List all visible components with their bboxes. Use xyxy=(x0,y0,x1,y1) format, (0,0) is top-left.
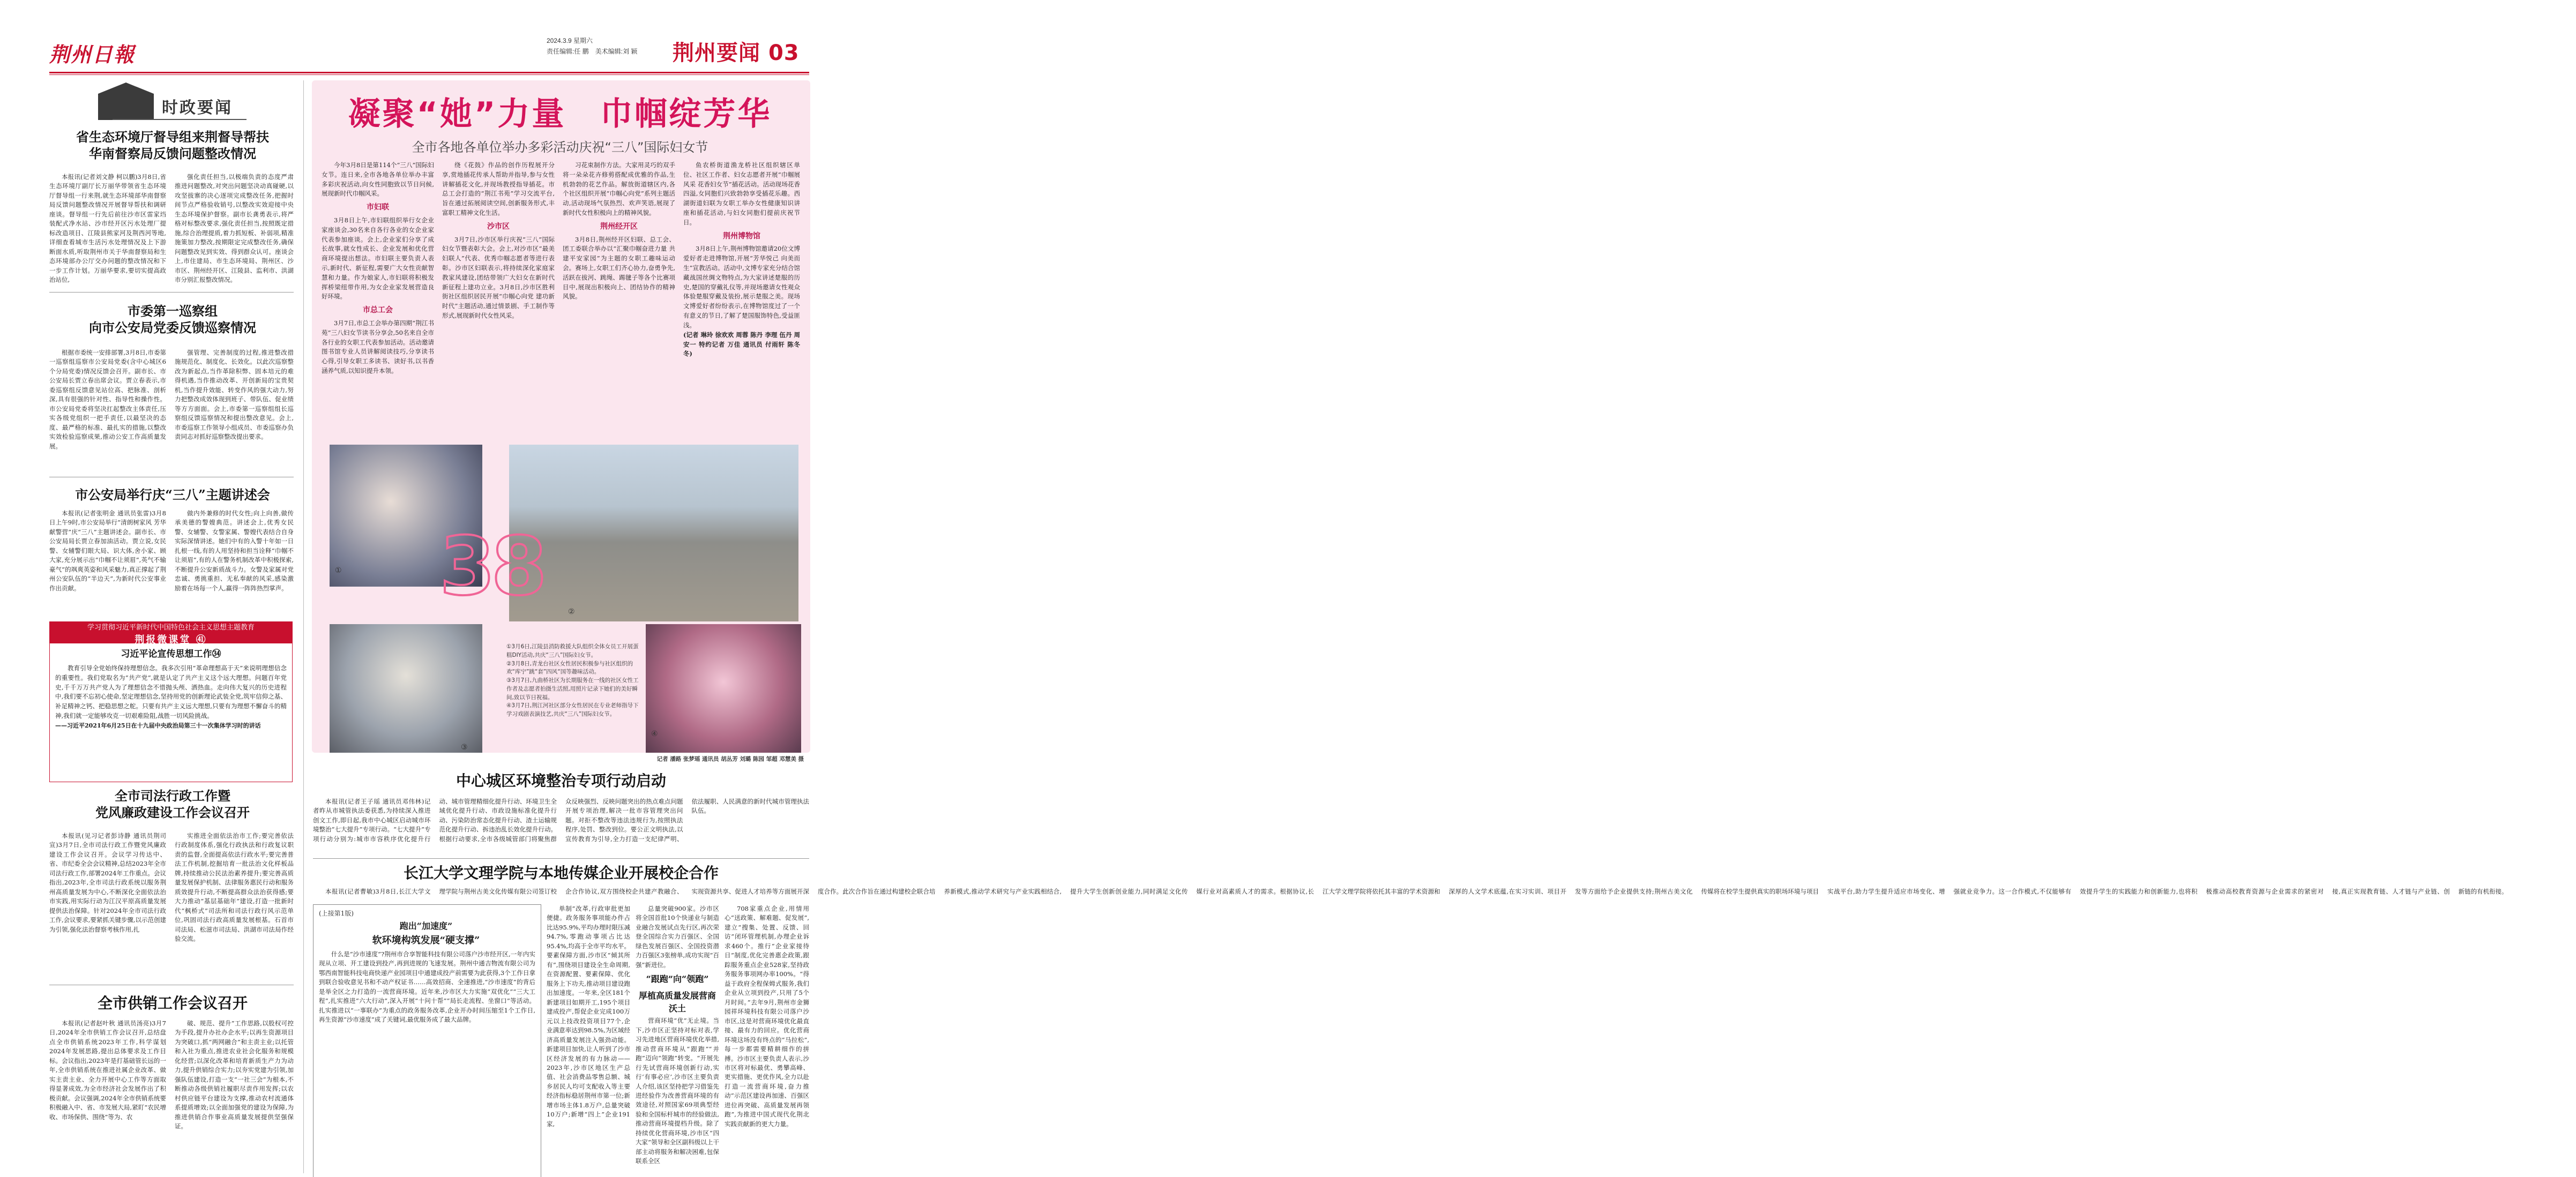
photo-2 xyxy=(509,445,798,621)
continued-col-2: 单制”改革,行政审批更加便捷。政务服务事项能办件占比达95.9%,平均办理时限压减94.7%,零跑动事项占比达95.4%,均高于全市平均水平。要素保障方面,沙市区“倾其所有”,围绕项目建设全生命周期,在资源配置、要素保障、优化服务上下功夫,推动项目建设跑出加速度。一年来,全区181个新建项目如期开工,195个项目建成投产,帮促企业完成100万元以上技改投资项目77个,企业满意率达到98.5%,为区域经济高质量发展注入强劲动能。新建项目加快,让人听到了沙市区经济发展的有力脉动——2023年,沙市区地区生产总值、社会消费品零售总额、城乡居民人均可支配收入等主要经济指标稳居荆州市第一位;新增市场主体1.8万户,总量突破10万户;新增“四上”企业191家, xyxy=(547,905,630,1128)
continued-headline: 软环境构筑发展“硬支撑” xyxy=(372,935,480,946)
feature-headline: 凝聚“她”力量 巾帼绽芳华 xyxy=(348,95,772,133)
column-divider xyxy=(303,80,304,1173)
page-number: 03 xyxy=(768,41,800,65)
header-rule xyxy=(49,72,809,73)
continued-col-1: 什么是“沙市速度”?荆州市合享智能科技有限公司落户沙市经开区,一年内实现从立项、开工建设到投产,再到进规的飞速发展。荆州中通吉物流有限公司为鄂西南智能科技电商快递产业园项目中通建成投产前需要为此获得,3个工作日拿到联合验收意见书和不动产权证书……高效招商、全速推进,“沙市速度”的背后是举全区之力打造的一流营商环境。近年来,沙市区大力实施“双优化”“三大工程”,扎实推进“六大行动”,深入开展“十问十帮”“局长走流程、坐窗口”等活动。扎实推进以“一事联办”为重点的政务服务改革,企业开办时间压缩至1个工作日,再生资源“沙市速度”成了关键词,最优服务成了最大品牌。 xyxy=(319,950,535,1024)
photo-number: ③ xyxy=(461,743,468,752)
article-2-col-2: 强管理、完善制度的过程,推进整改措施规范化、制度化、长效化。以此次巡察整改为新起点,当作革除积弊、固本培元的难得机遇,当作推动改革、开创新局的宝贵契机,当作提升效能、转变作风的强大动力,努力把整改成效体现到班子、带队伍、促业绩等方方面面。会上,市委第一巡察组组长巡察组反馈巡察情况和提出整改意见。会上,市委巡察工作领导小组成员、市委巡察办负责同志对抓好巡察整改提出要求。 xyxy=(175,349,294,441)
article-3-col-2: 做内外兼修的时代女性;向上向善,做传承美德的警嫂典范。讲述会上,优秀女民警、女辅警、女警家属、警嫂代表结合自身实际深情讲述。她们中有的入警十年如一日扎根一线,有的人用坚持和担当诠释“巾帼不让须眉”,有的人在警务机制改革中积极探索,不断提升公安新质战斗力。女警及家属对党忠诚、勇挑重担、无私奉献的风采,感染激励着在场每一个人,赢得一阵阵热烈掌声。 xyxy=(175,509,294,592)
study-body: 教育引导全党始终保持理想信念。我多次引用“革命理想高于天”来说明理想信念的重要性。我们党取名为“共产党”,就是认定了共产主义这个远大理想。问题百年党史,千千万万共产党人为了理想信念不惜抛头颅、洒热血。走向伟大复兴的历史进程中,我们要不忘初心使命,坚定理想信念,坚持用党的创新理论武装全党,筑牢信仰之基、补足精神之钙、把稳思想之舵。只要有共产主义远大理想,只要有为理想不懈奋斗的精神,我们就一定能够攻克一切艰难险阻,战胜一切风险挑战。 ——习近平2021年6月25日在十九届中央政治局第三十一次集体学习时的讲话 xyxy=(55,664,287,776)
feature-col-3: 习花束制作方法。大家用灵巧的双手将一朵朵花卉修剪搭配成优雅的作品,生机勃勃的花艺作品。解放街道辖区内,各个社区组织开展“巾帼心向党”系列主题活动,活动现场气氛热烈、欢声笑语,展现了新时代女性积极向上的精神风貌。 荆州经开区 3月8日,荆州经开区妇联、总工会、团工委联合举办以“汇聚巾帼奋进力量 共建平安家园”为主题的女职工趣味运动会。赛场上,女职工们齐心协力,奋勇争先,活跃在拔河、跳绳、踢毽子等各个比赛项目中,展现出积极向上、团结协作的精神风貌。 xyxy=(563,161,675,301)
article-7-col-1: 本报讯(记者赵叶秋 通讯员汤亮)3月7日,2024年全市供销工作会议召开,总结盘点全市供销系统2023年工作,科学谋划2024年发展思路,提出总体要求及工作目标。会议指出,2023年是打基础管长远的一年,全市供销系统在推进社属企业改革、做实主责主业、全力开展中心工作等方面取得显著成效,为全市经济社会发展作出了积极贡献。会议强调,2024年全市供销系统要积极融入中、省、市发展大局,紧盯“农民增收、市场保供、围绕”等为、农 xyxy=(49,1019,166,1121)
continued-marker: (上接第1版) xyxy=(319,910,354,917)
study-title: 习近平论宣传思想工作㉞ xyxy=(121,649,221,659)
continued-col-4: 708家重点企业,用情用心“送政策、解难题、促发展”,建立“搜集、处置、反馈、回访”闭环管理机制,办理企业诉求460个。推行“企业家接待日”制度,优化完善惠企政策,跟踪服务重点企业528家,坚持政务服务事项网办率100%。“得益于政府全程保姆式服务,我们企业从立项到投产,只用了5个月时间。”去年9月,荆州市金狮园祥环境科技有限公司落户沙市区,这是对营商环境优化最直接、最有力的回应。优化营商环境这场没有终点的“马拉松”,每一步都需要精耕细作的拼搏。沙市区主要负责人表示,沙市区将对标最优、勇攀高峰、更实措施、更优作风,全力以赴打造一流营商环境,奋力推动“示范区建设再加速、百强区进位再突破、高质量发展再领跑”,为推进中国式现代化荆北实践贡献新的更大力量。 xyxy=(725,905,809,1128)
continued-subhead-2: 厚植高质量发展营商沃土 xyxy=(638,990,716,1014)
article-4-headline: 中心城区环境整治专项行动启动 xyxy=(456,772,666,790)
article-7-headline: 全市供销工作会议召开 xyxy=(97,994,248,1012)
article-2-headline: 市委第一巡察组 向市公安局党委反馈巡察情况 xyxy=(89,303,256,336)
article-3-col-1: 本报讯(记者张明金 通讯员张雷)3月8日上午9时,市公安局举行“清朗树家风 芳华献警营”庆“三八”主题讲述会。副市长、市公安局局长贾立春加油活动。贾立说,女民警、女辅警们眼大局、识大体,舍小家、顾大家,充分展示出“巾帼不让须眉”,英气不输豪气”的飒爽英姿和风采魅力,真正撑起了荆州公安队伍的“半边天”,为新时代公安事业作出贡献。 xyxy=(49,509,166,592)
divider xyxy=(313,858,809,859)
article-1-col-1: 本报讯(记者刘文静 柯以鹏)3月8日,省生态环境厅副厅长万丽华带领省生态环境厅督导组一行来荆,就生态环境部华南督察局反馈问题整改情况开展督导帮扶和调研座谈。督导组一行先后前往沙市区雷家垱装配式净水站、沙市经开区污水处理厂提标改造项目、江陵县熊家河及荆西河等地,详细查看城市生活污水处理情况及上下游断面水质,听取荆州市关于华南督察局和生态环境部办公厅交办问题的整改情况和下一步工作计划。万丽华要求,要切实提高政治站位, xyxy=(49,173,166,284)
continued-kicker: 跑出“加速度” xyxy=(399,921,453,931)
photo-credit: 记者 潘路 张梦瑶 通讯员 胡丛芳 刘璐 陈园 邹超 邓慧美 摄 xyxy=(656,756,804,762)
column-header-text: 时政要闻 xyxy=(162,99,233,117)
article-2-col-1: 根据市委统一安排部署,3月8日,市委第一巡察组巡察市公安局党委(含中心城区6个分局党委)情况反馈会召开。副市长、市公安局长贾立春出席会议。贾立春表示,市委巡察组反馈意见站位高、把脉准、剖析深,具有很强的针对性、指导性和操作性。市公安局党委将坚决扛起整改主体责任,压实各级党组织一把手责任,以最坚决的态度、最严格的标准、最扎实的措施,以整改实效检验巡察成果,推动公安工作高质量发展。 xyxy=(49,349,166,450)
article-6-col-1: 本报讯(见习记者彭诗静 通讯员荆司宣)3月7日,全市司法行政工作暨党风廉政建设工作会议召开。会议学习传达中、省、市纪委全会会议精神,总结2023年全市司法行政工作,部署2024年工作重点。会议指出,2023年,全市司法行政系统以服务荆州高质量发展为中心,不断深化全面依法治市实践,用实际行动为江汉平原高质量发展提供法治保障。针对2024年全市司法行政工作,会议要求,要紧抓关键步骤,以示范创建为引领,强化法治督察考核作用,扎 xyxy=(49,832,166,933)
feature-col-2: 绕《花鼓》作品的创作历程展开分享,赏地插花传承人帮助并指导,参与女性讲解插花文化,并现场教授指导插花。市总工会打造的“荆江书苑”学习交流平台,旨在通过拓展阅读空间,创新服务形式,丰富职工精神文化生活。 沙市区 3月7日,沙市区举行庆祝“三八”国际妇女节暨表彰大会。会上,对沙市区“最美妇联人”代表、优秀巾帼志愿者等进行表彰。沙市区妇联表示,将持续深化家庭家教家风建设,团结带领广大妇女在新时代新征程上建功立业。3月8日,沙市区胜利街社区组织居民开展“巾帼心向党 建功新时代”主题活动,通过情景剧、手工制作等形式,展现新时代女性风采。 xyxy=(442,161,555,320)
photo-number: ① xyxy=(335,566,342,575)
newspaper-logo: 荆州日報 xyxy=(49,42,136,66)
article-6-headline: 全市司法行政工作暨 党风廉政建设工作会议召开 xyxy=(95,788,250,821)
article-7-col-2: 破、规范、提升”工作思路,以股权可控为手段,提升办社办企水平;以再生资源项目为突破口,抓“两网融合”和主责主业;以托管和入社为重点,推进农业社会化服务和规模化经营;以深化改革和培育新质生产力为动力,提升供销综合实力;以夯实党建为引领,加强队伍建设,打造一支“一社三会”为根本,不断推动各级供销社履职尽责作用发挥;以农村供应链平台建设为支撑,推动农村流通体系提质增效;以全面加强党的建设为保障,为推进供销合作事业高质量发展提供坚强保证。 xyxy=(175,1019,294,1130)
article-4-body: 本报讯(记者王子瑶 通讯员邓伟林)记者昨从市城管执法委获悉,为持续深入推进创文工作,即日起,我市中心城区启动城市环境整治“七大提升”专项行动。“七大提升”专项行动分别为:城市市容秩序优化提升行动、城市管理精细化提升行动、环境卫生全域优化提升行动、市政设施标准化提升行动、污染防治常态化提升行动、渣土运输规范化提升行动、拆违治乱长效化提升行动。根据行动要求,全市各级城管部门将聚焦群众反映强烈、反映问题突出的热点难点问题开展专项治理,解决一批市容管理突出问题。对拒不整改等违法违规行为,按照执法程序,处罚、整改到位。要公正文明执法,以宣传教育为引导,全力打造一支纪律严明、依法履职、人民满意的新时代城市管理执法队伍。 xyxy=(313,798,809,843)
feature-subtitle: 全市各地各单位举办多彩活动庆祝“三八”国际妇女节 xyxy=(412,140,708,155)
study-box xyxy=(49,621,293,782)
section-title: 荆州要闻 03 xyxy=(673,41,800,65)
article-1-col-2: 强化责任担当,以极端负责的态度严肃推进问题整改,对突出问题坚决动真碰硬,以攻坚拔寨的决心逐项完成整改任务,把握时间节点严格验收销号,以整改实效迎接中央生态环境保护督察。副市长龚勇表示,将严格对标整改要求,强化责任担当,按照既定措施,综合治理提质,着力抓短板、补弱项,精准施策加力整改,按期限定完成整改任务,确保问题整改见到实效、得到群众认可。座谈会上,市住建局、市生态环境局、荆州区、沙市区、荆州经开区、江陵县、监利市、洪湖市分别汇报整改情况。 xyxy=(175,173,294,284)
photo-number: ② xyxy=(568,608,575,616)
continued-col-3: 总量突破900家。沙市区将全国首批10个快递业与制造业融合发展试点先行区,再次荣登全国综合实力百强区、全国绿色发展百强区、全国投资潜力百强区3张榜单,成功实现“百强”新进位。 “跟跑”向“领跑” 厚植高质量发展营商沃土 营商环境“优”无止境。当下,沙市区正坚持对标对表,学习先进地区营商环境优化举措,推动营商环境从“跟跑”“并跑”迈向“领跑”转变。“开展先行先试营商环境创新行动,实行‘有事必应’,沙市区主要负责人介绍,该区坚持把学习借鉴先进经验作为改善营商环境的有效途径,对照国家69项典型经验和全国标杆城市的经验做法,推动营商环境提档升级。除了持续优化营商环境,沙市区“四大家”领导和全区副科级以上干部主动将服务和解决困难,包保联系全区 xyxy=(636,905,719,1165)
building-icon xyxy=(91,83,161,120)
divider xyxy=(49,292,294,293)
continued-subhead-1: “跟跑”向“领跑” xyxy=(646,974,709,985)
column-header-rule xyxy=(113,119,247,120)
article-5-headline: 长江大学文理学院与本地传媒企业开展校企合作 xyxy=(403,864,719,882)
photo-3 xyxy=(330,624,482,753)
article-5-body: 本报讯(记者曹敏)3月8日,长江大学文理学院与荆州古美文化传媒有限公司签订校企合作协议,双方围绕校企共建产教融合、实现资源共享、促进人才培养等方面展开深度合作。此次合作旨在通过构建校企联合培养新模式,推动学术研究与产业实践相结合,提升大学生创新创业能力,同时满足文化传媒行业对高素质人才的需求。根据协议,长江大学文理学院将依托其丰富的学术资源和深厚的人文学术底蕴,在实习实训、项目开发等方面给予企业提供支持;荆州古美文化传媒将在校学生提供真实的职场环境与项目实战平台,助力学生提升适应市场变化、增强就业竞争力。这一合作模式,不仅能够有效提升学生的实践能力和创新能力,也将积极推动高校教育资源与企业需求的紧密对接,真正实现教育链、人才链与产业链、创新链的有机衔接。 xyxy=(325,888,2508,895)
header-rule-thin xyxy=(49,74,809,75)
38-badge: 38 xyxy=(439,520,543,613)
photo-4 xyxy=(646,624,801,753)
article-3-headline: 市公安局举行庆“三八”主题讲述会 xyxy=(75,487,270,503)
article-1-headline: 省生态环境厅督导组来荆督导帮扶 华南督察局反馈问题整改情况 xyxy=(76,129,269,162)
study-source: ——习近平2021年6月25日在十九届中央政治局第三十一次集体学习时的讲话 xyxy=(55,722,261,729)
photo-captions: ①3月6日,江陵县消防救援大队组织全体女员工开展蛋糕DIY活动,共庆“三八”国际妇女节。 ②3月8日,青龙台社区女性居民积极参与社区组织的欢“库宁”跳“套”四风“国等趣味活动。 ③3月7日,九曲桥社区为长期服务在一线的社区女性工作者及志愿者拍摄生活照,用照片记录下她们的美好瞬间,致以节日祝福。 ④3月7日,荆江河社区部分女性居民在专业老师指导下学习戏剧表演技艺,共庆“三八”国际妇女节。 xyxy=(506,643,639,717)
column-header xyxy=(91,80,247,123)
continued-story-box xyxy=(313,904,541,1177)
photo-number: ④ xyxy=(651,730,658,738)
issue-date: 2024.3.9 星期六 xyxy=(547,37,593,44)
feature-col-4: 鱼农桥街道渔龙桥社区组织辖区单位、社区工作者、妇女志愿者开展“巾帼展风采 花香妇女节”插花活动。活动现场花香四溢,女同胞们兴致勃勃享受插花乐趣。西湖街道妇联为女职工举办女性健康知识讲座和插花活动,与妇女同胞们提前庆祝节日。 荆州博物馆 3月8日上午,荆州博物馆邀请20位文博爱好者走进博物馆,开展“芳华悦己 向美而生”宣教活动。活动中,文博专家充分结合馆藏战国丝绸文物特点,为大家讲述楚服的历史,楚国的穿戴礼仪等,并现场邀请女性观众体验楚服穿戴及装扮,展示楚服之美。现场文博爱好者纷纷表示,在博物馆度过了一个有意义的节日,了解了楚国服饰特色,受益匪浅。 (记者 琳玲 徐欢欢 周蓉 陈丹 李理 伍丹 周安一 特约记者 万佳 通讯员 付雨轩 陈冬冬) xyxy=(683,161,800,445)
editors-line: 责任编辑:任 鹏 美术编辑:刘 颖 xyxy=(547,48,638,55)
feature-byline: (记者 琳玲 徐欢欢 周蓉 陈丹 李理 伍丹 周安一 特约记者 万佳 通讯员 付雨轩 陈冬冬) xyxy=(683,331,800,358)
study-band: 学习贯彻习近平新时代中国特色社会主义思想主题教育 荆报微课堂 ㊶ xyxy=(50,622,292,643)
feature-col-1: 今年3月8日是第114个“三八”国际妇女节。连日来,全市各地各单位举办丰富多彩庆祝活动,向女性同胞致以节日问候,展现新时代巾帼风采。 市妇联 3月8日上午,市妇联组织举行女企业家座谈会,30名来自各行各业的女企业家代表参加座谈。会上,企业家们分享了成长故事,就女性成长、企业发展和优化营商环境提出想法。市妇联主要负责人表示,新时代、新征程,需要广大女性贡献智慧和力量。作为娘家人,市妇联将积极发挥桥梁纽带作用,为女企业家发展营造良好环境。 市总工会 3月7日,市总工会举办第四期“荆江书苑”三八妇女节读书分享会,50名来自全市各行业的女职工代表参加活动。活动邀请图书馆专业人员讲解阅读技巧,分享读书心得,引导女职工多读书、读好书,以书香涵养气质,以知识提升本领。 xyxy=(322,161,434,374)
article-6-col-2: 实推进全面依法治市工作;要完善依法行政制度体系,强化行政执法和行政复议职责的监督,全面提高依法行政水平;要完善普法工作机制,挖掘培育一批法治文化样板品牌,持续推动公民法治素养提升;要完善高质量发展保护机制、法律服务惠民行动和服务质效提升行动,不断提高群众法治获得感;要大力推动“基层基础年”建设,打造一批新时代“枫桥式”司法所和司法行政行风示范单位,巩固司法行政高质量发展根基。石首市司法局、松滋市司法局、洪湖市司法局作经验交流。 xyxy=(175,832,294,943)
